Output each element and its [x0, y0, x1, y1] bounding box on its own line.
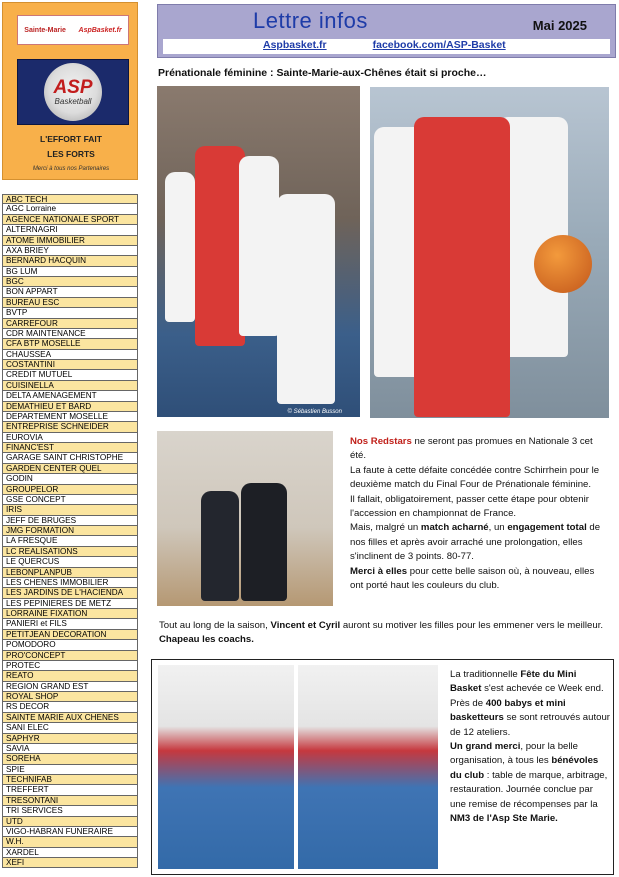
partner-item: PRO'CONCEPT: [2, 651, 138, 661]
partner-item: DELTA AMENAGEMENT: [2, 391, 138, 401]
emblem-asp: ASP: [53, 77, 93, 98]
match-photo-dribble: [370, 87, 609, 418]
slogan-line-1: L'EFFORT FAIT: [40, 134, 102, 144]
newsletter-header: [157, 4, 616, 58]
partner-item: GARDEN CENTER QUEL: [2, 464, 138, 474]
partner-item: TRESONTANI: [2, 796, 138, 806]
mini-basket-photo-1: [158, 665, 294, 869]
partner-item: EUROVIA: [2, 433, 138, 443]
sponsor-logos: [17, 15, 129, 45]
partner-item: ENTREPRISE SCHNEIDER: [2, 422, 138, 432]
partner-item: VIGO-HABRAN FUNERAIRE: [2, 827, 138, 837]
partner-item: CREDIT MUTUEL: [2, 370, 138, 380]
header-links-bar: [163, 39, 610, 54]
partner-item: SPIE: [2, 765, 138, 775]
match-photo-jump: [157, 86, 360, 417]
partner-item: LA FRESQUE: [2, 536, 138, 546]
partner-item: CUISINELLA: [2, 381, 138, 391]
partner-item: BG LUM: [2, 267, 138, 277]
coaches-paragraph: Tout au long de la saison, Vincent et Cyril auront su motiver les filles pour les emmener vers le meilleur. Chapeau les coachs.: [159, 620, 604, 646]
partner-item: BGC: [2, 277, 138, 287]
partner-item: AGENCE NATIONALE SPORT: [2, 215, 138, 225]
basketball-icon: [44, 63, 102, 121]
partner-item: ATOME IMMOBILIER: [2, 236, 138, 246]
partner-item: UTD: [2, 817, 138, 827]
partner-item: SAVIA: [2, 744, 138, 754]
partner-item: TECHNIFAB: [2, 775, 138, 785]
partner-item: GARAGE SAINT CHRISTOPHE: [2, 453, 138, 463]
partner-list: [2, 194, 138, 868]
partner-item: LES PEPINIERES DE METZ: [2, 599, 138, 609]
slogan-line-2: LES FORTS: [47, 149, 95, 159]
partner-item: POMODORO: [2, 640, 138, 650]
club-logo-panel: [2, 2, 138, 180]
article-title: Prénationale féminine : Sainte-Marie-aux-Chênes était si proche…: [158, 67, 487, 79]
website-link[interactable]: Aspbasket.fr: [263, 39, 327, 51]
sainte-marie-logo-text: Sainte-Marie: [24, 26, 66, 34]
partner-item: AGC Lorraine: [2, 204, 138, 214]
partner-item: BVTP: [2, 308, 138, 318]
article-redstars-text: Nos Redstars ne seront pas promues en Nationale 3 cet été. La faute à cette défaite concédée contre Schirrhein pour le deuxième match du Final Four de Prénationale féminine. Il fallait, obligatoirement, passer cette étape pour obtenir l'accession en championnat de France. Mais, malgré un match acharné, un engagement total de nos filles et après avoir arraché une prolongation, elles s'inclinent de 3 points. 80-77. Merci à elles pour cette belle saison où, à nouveau, elles ont porté haut les couleurs du club.: [350, 436, 601, 592]
partner-item: W.H.: [2, 837, 138, 847]
partner-item: LES CHENES IMMOBILIER: [2, 578, 138, 588]
partner-item: PANIERI et FILS: [2, 619, 138, 629]
mini-basket-photo-2: [298, 665, 438, 869]
partner-item: PETITJEAN DECORATION: [2, 630, 138, 640]
partner-item: GROUPELOR: [2, 485, 138, 495]
partner-item: ALTERNAGRI: [2, 225, 138, 235]
partner-item: ABC TECH: [2, 194, 138, 204]
partner-item: CFA BTP MOSELLE: [2, 339, 138, 349]
partner-item: JMG FORMATION: [2, 526, 138, 536]
partner-item: DEPARTEMENT MOSELLE: [2, 412, 138, 422]
partner-item: LC REALISATIONS: [2, 547, 138, 557]
partner-item: SANI ELEC: [2, 723, 138, 733]
partner-item: JEFF DE BRUGES: [2, 516, 138, 526]
partner-item: CDR MAINTENANCE: [2, 329, 138, 339]
partner-item: TREFFERT: [2, 785, 138, 795]
partner-item: LEBONPLANPUB: [2, 568, 138, 578]
partners-sidebar: [0, 0, 140, 877]
mini-basket-text: La traditionnelle Fête du Mini Basket s'est achevée ce Week end. Près de 400 babys et mini basketteurs se sont retrouvés autour de 12 ateliers. Un grand merci, pour la belle organisation, à tous les bénévoles du club : table de marque, arbitrage, restauration. Journée conclue par une remise de récompenses par la NM3 de l'Asp Ste Marie.: [450, 669, 610, 825]
asp-basket-emblem: [17, 59, 129, 125]
partner-item: SOREHA: [2, 754, 138, 764]
slogan-thanks: Merci à tous nos Partenaires: [32, 166, 110, 172]
partner-item: BON APPART: [2, 287, 138, 297]
partner-item: PROTEC: [2, 661, 138, 671]
partner-item: CHAUSSEA: [2, 350, 138, 360]
partner-item: BERNARD HACQUIN: [2, 256, 138, 266]
partner-item: LORRAINE FIXATION: [2, 609, 138, 619]
partner-item: LE QUERCUS: [2, 557, 138, 567]
partner-item: GODIN: [2, 474, 138, 484]
issue-date: Mai 2025: [532, 18, 587, 33]
partner-item: DEMATHIEU ET BARD: [2, 402, 138, 412]
facebook-link[interactable]: facebook.com/ASP-Basket: [372, 39, 506, 51]
partner-item: TRI SERVICES: [2, 806, 138, 816]
partner-item: BUREAU ESC: [2, 298, 138, 308]
emblem-basketball: Basketball: [54, 97, 92, 106]
partner-item: XEFI: [2, 858, 138, 868]
redstars-label: Nos Redstars: [350, 436, 412, 447]
partner-item: IRIS: [2, 505, 138, 515]
partner-item: RS DECOR: [2, 702, 138, 712]
aspbasket-logo-text: AspBasket.fr: [78, 26, 122, 34]
partner-item: CARREFOUR: [2, 319, 138, 329]
partner-item: ROYAL SHOP: [2, 692, 138, 702]
partner-item: AXA BRIEY: [2, 246, 138, 256]
partner-item: GSE CONCEPT: [2, 495, 138, 505]
partner-item: LES JARDINS DE L'HACIENDA: [2, 588, 138, 598]
partner-item: REGION GRAND EST: [2, 682, 138, 692]
partner-item: SAPHYR: [2, 734, 138, 744]
partner-item: REATO: [2, 671, 138, 681]
partner-item: SAINTE MARIE AUX CHENES: [2, 713, 138, 723]
coaches-photo: [157, 431, 333, 606]
newsletter-title: Lettre infos: [253, 8, 368, 33]
partner-item: FINANC'EST: [2, 443, 138, 453]
photo-credit: © Sébastien Busson: [287, 409, 342, 415]
partner-item: XARDEL: [2, 848, 138, 858]
partner-item: COSTANTINI: [2, 360, 138, 370]
